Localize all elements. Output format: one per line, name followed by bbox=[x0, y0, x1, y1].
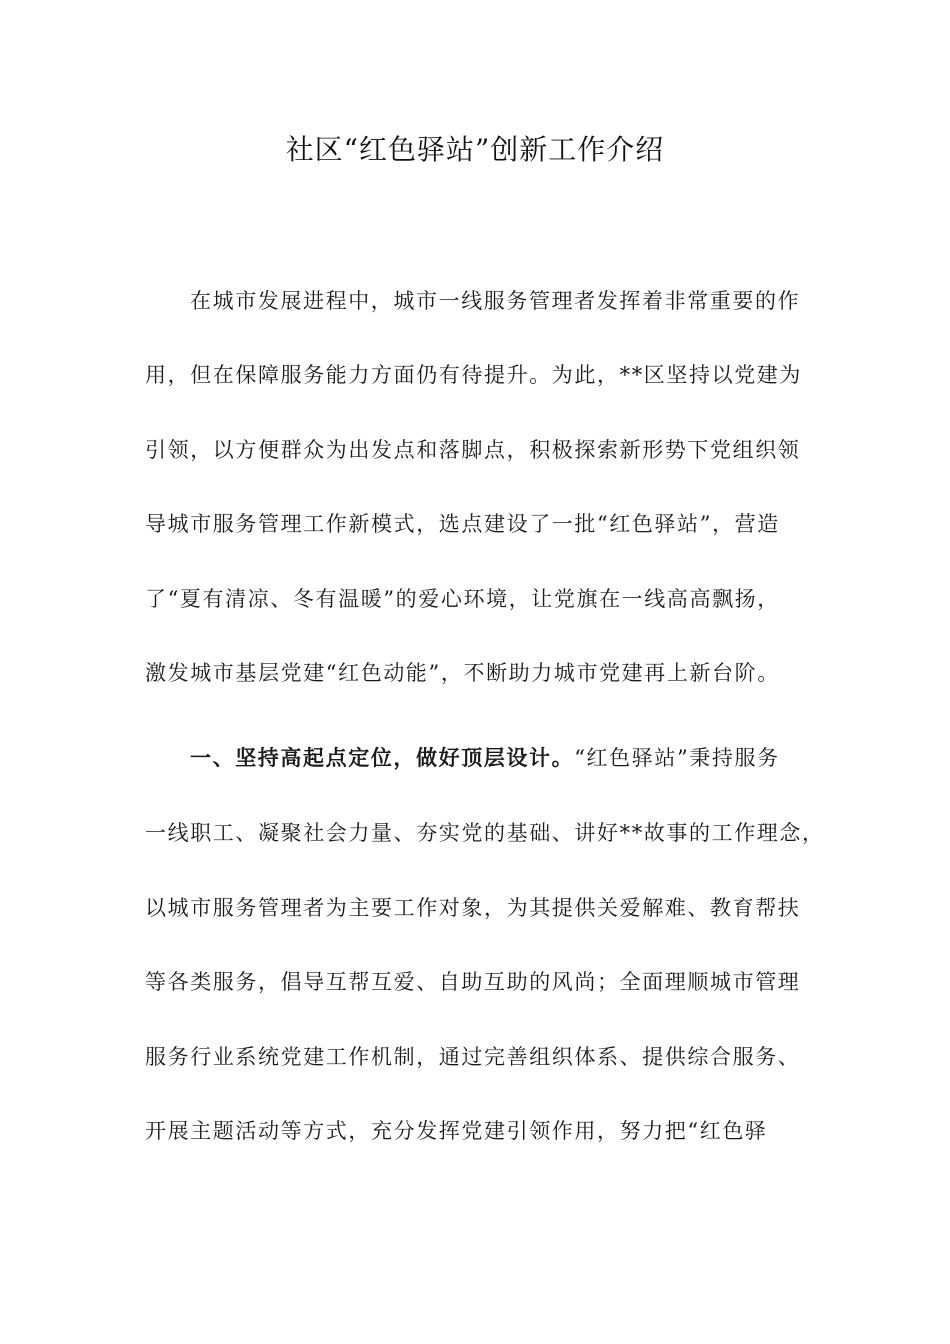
paragraph-line: 在城市发展进程中，城市一线服务管理者发挥着非常重要的作 bbox=[190, 289, 801, 313]
section-heading: 一、坚持高起点定位，做好顶层设计。 bbox=[190, 745, 575, 770]
paragraph-line: 用，但在保障服务能力方面仍有待提升。为此，**区坚持以党建为 bbox=[145, 363, 802, 387]
paragraph-line: 导城市服务管理工作新模式，选点建设了一批“红色驿站”，营造 bbox=[145, 512, 780, 536]
section-heading-line bbox=[190, 743, 780, 773]
paragraph-line: 等各类服务，倡导互帮互爱、自助互助的风尚；全面理顺城市管理 bbox=[145, 970, 801, 994]
paragraph-line: 了“夏有清凉、冬有温暖”的爱心环境，让党旗在一线高高飘扬， bbox=[145, 587, 780, 611]
section-text: “红色驿站”秉持服务 bbox=[574, 746, 780, 770]
paragraph-line: 以城市服务管理者为主要工作对象，为其提供关爱解难、教育帮扶 bbox=[145, 896, 801, 920]
paragraph-line: 服务行业系统党建工作机制，通过完善组织体系、提供综合服务、 bbox=[145, 1045, 801, 1069]
document-title: 社区“红色驿站”创新工作介绍 bbox=[285, 133, 665, 166]
paragraph-line: 一线职工、凝聚社会力量、夯实党的基础、讲好**故事的工作理念， bbox=[145, 821, 825, 845]
paragraph-line: 引领，以方便群众为出发点和落脚点，积极探索新形势下党组织领 bbox=[145, 438, 801, 462]
paragraph-line: 激发城市基层党建“红色动能”，不断助力城市党建再上新台阶。 bbox=[145, 661, 780, 685]
paragraph-line: 开展主题活动等方式，充分发挥党建引领作用，努力把“红色驿 bbox=[145, 1119, 768, 1143]
